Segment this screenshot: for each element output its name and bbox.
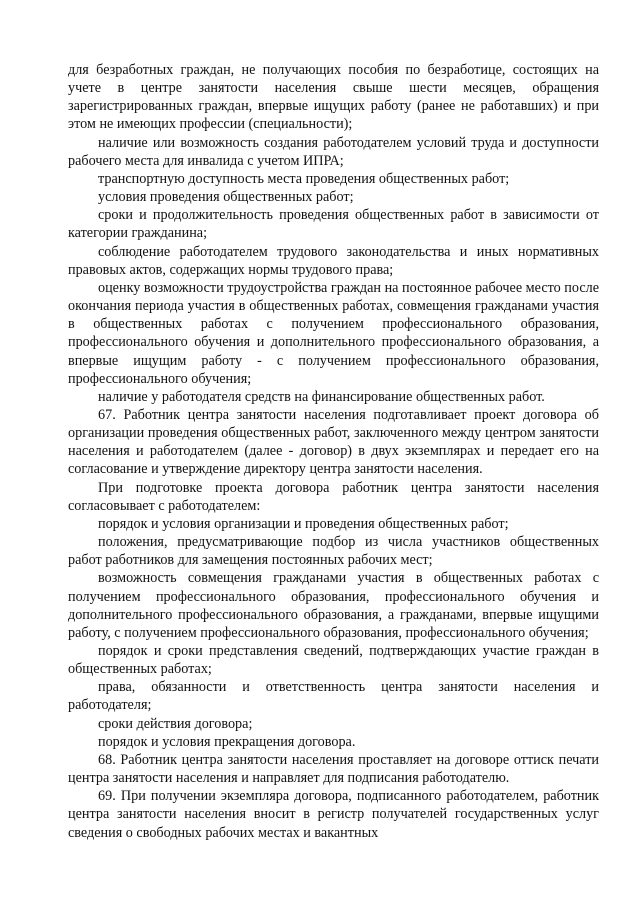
- paragraph-funding: наличие у работодателя средств на финансирование общественных работ.: [98, 388, 545, 405]
- paragraph-clause-68: 68. Работник центра занятости населения проставляет на договоре оттиск печати центра занятости населения и направляет для подписания работодателю.: [68, 751, 599, 787]
- paragraph-labor-law: соблюдение работодателем трудового законодательства и иных нормативных правовых актов, содержащих нормы трудового права;: [68, 243, 599, 278]
- paragraph-employment-assessment: оценку возможности трудоустройства граждан на постоянное рабочее место после окончания периода участия в общественных работах, совмещения гражданами участия в общественных работах с получением профессионального образования, профессионального обучения и дополнительного профессионального образования, а впервые ищущим работу - с получением профессионального образования, профессионального обучения;: [68, 279, 599, 387]
- paragraph-working-conditions: наличие или возможность создания работодателем условий труда и доступности рабочего места для инвалида с учетом ИПРА;: [68, 134, 599, 169]
- paragraph-work-terms: сроки и продолжительность проведения общественных работ в зависимости от категории гражданина;: [68, 207, 599, 242]
- paragraph-procedure: порядок и условия организации и проведения общественных работ;: [98, 515, 509, 532]
- paragraph-combination: возможность совмещения гражданами участия в общественных работах с получением профессионального образования, профессионального обучения и дополнительного профессионального образования, а гражданами, впервые ищущими работу, с получением профессионального образования, профессионального обучения;: [68, 570, 599, 641]
- paragraph-clause-67: 67. Работник центра занятости населения подготавливает проект договора об организации проведения общественных работ, заключенного между центром занятости населения и работодателем (далее - договор) в двух экземплярах и передает его на согласование и утверждение директору центра занятости населения.: [68, 406, 599, 478]
- paragraph-termination: порядок и условия прекращения договора.: [98, 733, 356, 750]
- document-body: [68, 61, 599, 842]
- paragraph-selection: положения, предусматривающие подбор из числа участников общественных работ работников для замещения постоянных рабочих мест;: [68, 534, 599, 569]
- paragraph-clause-69: 69. При получении экземпляра договора, подписанного работодателем, работник центра занятости населения вносит в регистр получателей государственных услуг сведения о свободных рабочих местах и вакантных: [68, 788, 599, 841]
- paragraph-work-conditions: условия проведения общественных работ;: [98, 189, 354, 206]
- paragraph-transport-access: транспортную доступность места проведения общественных работ;: [98, 170, 510, 187]
- paragraph-contract-term: сроки действия договора;: [98, 715, 253, 732]
- paragraph-contract-preparation: При подготовке проекта договора работник центра занятости населения согласовывает с работодателем:: [68, 479, 599, 514]
- paragraph-rights: права, обязанности и ответственность центра занятости населения и работодателя;: [68, 679, 599, 714]
- paragraph-reporting: порядок и сроки представления сведений, подтверждающих участие граждан в общественных работах;: [68, 643, 599, 678]
- paragraph-continuation: для безработных граждан, не получающих пособия по безработице, состоящих на учете в центре занятости населения свыше шести месяцев, обращения зарегистрированных граждан, впервые ищущих работу (ранее не работавших) и при этом не имеющих профессии (специальности);: [68, 62, 599, 133]
